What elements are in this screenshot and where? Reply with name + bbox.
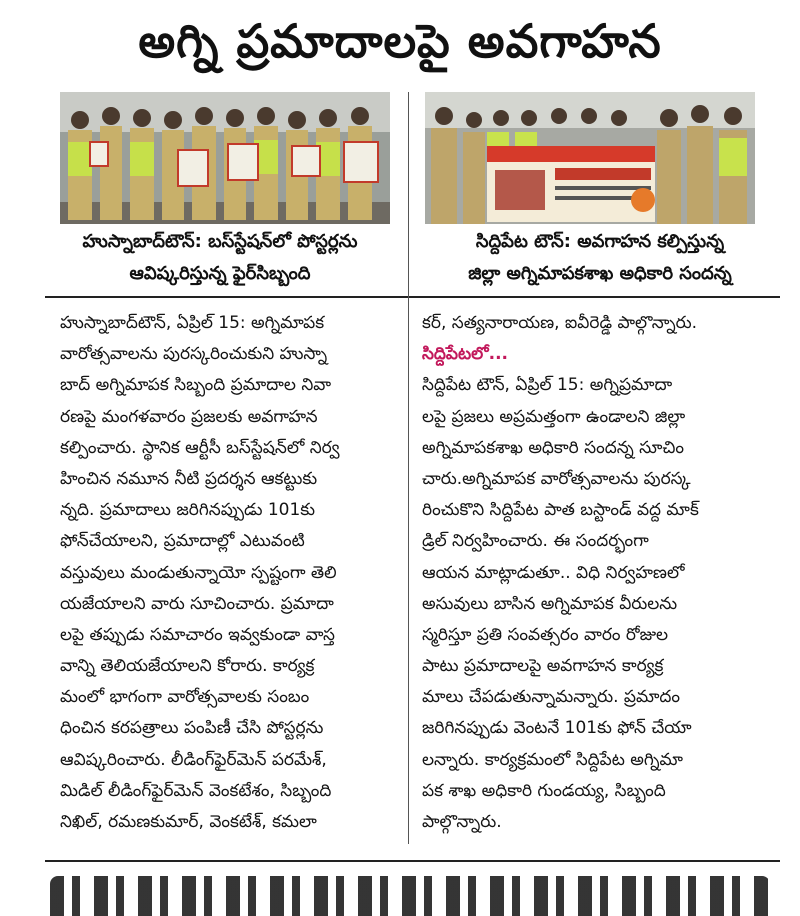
- photo-right-illustration: [425, 92, 755, 224]
- column-divider: [408, 92, 409, 844]
- body-line: న్నది. ప్రమాదాలు జరిగినప్పుడు 101కు: [60, 500, 316, 521]
- caption-left-line-2: ఆవిష్కరిస్తున్న ఫైర్‌సిబ్బంది: [129, 263, 311, 284]
- body-line: చారు.అగ్నిమాపక వారోత్సవాలను పురస్క: [422, 468, 691, 489]
- body-line: పాల్గొన్నారు.: [422, 812, 502, 832]
- body-line: పక శాఖ అధికారి గుండయ్య, సిబ్బంది: [422, 780, 666, 801]
- body-line: వారోత్సవాలను పురస్కరించుకుని హుస్నా: [60, 344, 328, 365]
- body-line: సిద్దిపేట టౌన్‌, ఏప్రిల్‌ 15: అగ్నిప్రమాదా: [422, 375, 673, 396]
- body-line: డ్రిల్‌ నిర్వహించారు. ఈ సందర్భంగా: [422, 531, 649, 552]
- body-line: రణపై మంగళవారం ప్రజలకు అవగాహన: [60, 406, 318, 427]
- photo-left-illustration: [60, 92, 390, 224]
- caption-right-line-2: జిల్లా అగ్నిమాపకశాఖ అధికారి సందన్న: [468, 263, 732, 284]
- body-line: లపై ప్రజలు అప్రమత్తంగా ఉండాలని జిల్లా: [422, 406, 686, 427]
- body-line: నిఖిల్‌, రమణకుమార్‌, వెంకటేశ్‌, కమలా: [60, 812, 317, 832]
- body-line: ఫోన్‌చేయాలని, ప్రమాదాల్లో ఎటువంటి: [60, 531, 305, 552]
- body-line: వస్తువులు మండుతున్నాయో స్పష్టంగా తెలి: [60, 562, 337, 583]
- body-line: పాటు ప్రమాదాలపై అవగాహన కార్యక్ర: [422, 656, 664, 677]
- article-column-left: [60, 308, 392, 838]
- caption-right-line-1: సిద్దిపేట టౌన్‌: అవగాహన కల్పిస్తున్న: [475, 231, 725, 252]
- body-line: హుస్నాబాద్‌టౌన్‌, ఏప్రిల్‌ 15: అగ్నిమాపక: [60, 313, 325, 333]
- body-line: బాద్‌ అగ్నిమాపక సిబ్బంది ప్రమాదాల నివా: [60, 375, 332, 396]
- article-column-right: [422, 308, 762, 838]
- photo-fire-officials-banner: [425, 92, 755, 224]
- photo-fire-staff-posters: [60, 92, 390, 224]
- body-line: ధించిన కరపత్రాలు పంపిణీ చేసి పోస్టర్లను: [60, 718, 324, 739]
- body-line: స్మరిస్తూ ప్రతి సంవత్సరం వారం రోజుల: [422, 624, 669, 645]
- body-line: మాలు చేపడుతున్నామన్నారు. ప్రమాదం: [422, 687, 681, 708]
- body-line: కర్‌, సత్యనారాయణ, ఐవీరెడ్డి పాల్గొన్నారు.: [422, 313, 698, 333]
- cropped-headline-glyphs: [50, 876, 770, 916]
- body-line: అసువులు బాసిన అగ్నిమాపక వీరులను: [422, 593, 678, 614]
- body-line: మిడిల్‌ లీడింగ్‌ఫైర్‌మెన్‌ వెంకటేశం, సిబ్బంది: [60, 780, 332, 801]
- next-article-headline-cropped: [50, 876, 770, 916]
- article-bottom-rule: [45, 860, 780, 862]
- body-line: హించిన నమూన నీటి ప్రదర్శన ఆకట్టుకు: [60, 468, 318, 489]
- body-line: ఆయన మాట్లాడుతూ.. విధి నిర్వహణలో: [422, 562, 685, 583]
- section-subhead: సిద్దిపేటలో...: [422, 344, 509, 365]
- body-line: రించుకొని సిద్దిపేట పాత బస్టాండ్‌ వద్ద మాక్‌: [422, 500, 699, 521]
- photo-caption-left: [45, 226, 395, 290]
- body-line: మంలో భాగంగా వారోత్సవాలకు సంబం: [60, 687, 310, 708]
- body-line: కల్పించారు. స్థానిక ఆర్టీసీ బస్‌స్టేషన్‌లో నిర్వ: [60, 437, 340, 458]
- body-line: ఆవిష్కరించారు. లీడింగ్‌ఫైర్‌మెన్‌ పరమేశ్‌,: [60, 749, 327, 770]
- caption-divider: [45, 296, 780, 298]
- body-line: లన్నారు. కార్యక్రమంలో సిద్దిపేట అగ్నిమా: [422, 749, 683, 770]
- body-line: యజేయాలని వారు సూచించారు. ప్రమాదా: [60, 593, 334, 614]
- article-headline: అగ్ని ప్రమాదాలపై అవగాహన: [138, 14, 662, 68]
- body-line: వాన్ని తెలియజేయాలని కోరారు. కార్యక్ర: [60, 656, 315, 677]
- body-line: లపై తప్పుడు సమాచారం ఇవ్వకుండా వాస్త: [60, 624, 335, 645]
- photo-caption-right: [415, 226, 785, 290]
- body-line: అగ్నిమాపకశాఖ అధికారి సందన్న సూచిం: [422, 437, 685, 458]
- caption-left-line-1: హుస్నాబాద్‌టౌన్‌: బస్‌స్టేషన్‌లో పోస్టర్లను: [82, 231, 358, 252]
- body-line: జరిగినప్పుడు వెంటనే 101కు ఫోన్‌ చేయా: [422, 718, 692, 739]
